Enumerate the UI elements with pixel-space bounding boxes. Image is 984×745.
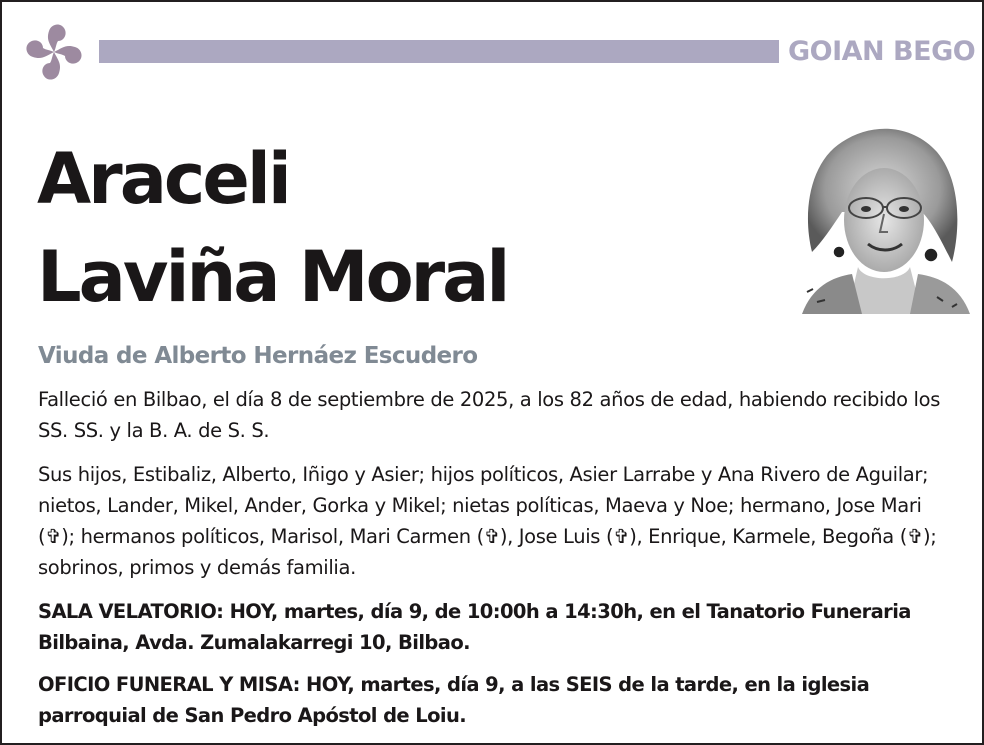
header-bar: [99, 40, 779, 63]
portrait-photo: [792, 102, 970, 314]
portrait-image: [792, 102, 970, 314]
wake-info: SALA VELATORIO: HOY, martes, día 9, de 10:00h a 14:30h, en el Tanatorio Funeraria Bilbaina, Avda. Zumalakarregi 10, Bilbao.: [38, 600, 911, 654]
surname: Laviña Moral: [37, 236, 508, 318]
first-name: Araceli: [37, 138, 289, 220]
brand-label: GOIAN BEGO: [788, 36, 976, 67]
family-list: Sus hijos, Estibaliz, Alberto, Iñigo y Asier; hijos políticos, Asier Larrabe y Ana Rivero de Aguilar; nietos, Lander, Mikel, Ander, Gorka y Mikel; nietas políticas, Maeva y Noe; hermano, Jose Mari (✞); hermanos políticos, Marisol, Mari Carmen (✞), Jose Luis (✞), Enrique, Karmele, Begoña (✞); sobrinos, primos y demás familia.: [38, 463, 937, 579]
header: [2, 2, 984, 97]
death-notice: Falleció en Bilbao, el día 8 de septiembre de 2025, a los 82 años de edad, habiendo recibido los SS. SS. y la B. A. de S. S.: [38, 388, 941, 442]
widow-line: Viuda de Alberto Hernáez Escudero: [38, 343, 478, 369]
lauburu-icon: [16, 14, 92, 90]
funeral-info: OFICIO FUNERAL Y MISA: HOY, martes, día 9, a las SEIS de la tarde, en la iglesia parroquial de San Pedro Apóstol de Loiu.: [38, 673, 870, 727]
deceased-name: [37, 130, 507, 326]
